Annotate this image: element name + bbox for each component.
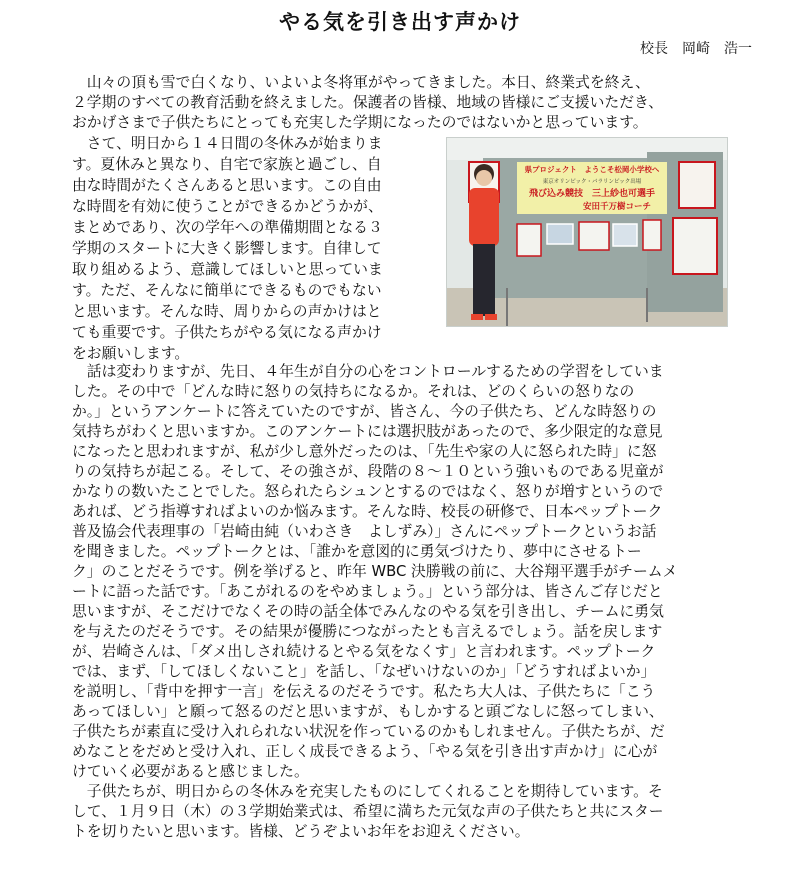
body-line: りの気持ちが起こる。そして、その強さが、段階の８～１０という強いものである児童が: [72, 463, 664, 480]
body-line: した。その中で「どんな時に怒りの気持ちになるか。それは、どのくらいの怒りなの: [72, 383, 635, 400]
body-line: ２学期のすべての教育活動を終えました。保護者の皆様、地域の皆様にご支援いただき、: [72, 94, 663, 111]
poster-photo: [673, 218, 717, 274]
body-line: が、岩崎さんは、「ダメ出しされ続けるとやる気をなくす」と言われます。ペップトーク: [72, 643, 656, 660]
poster-photo: [613, 224, 637, 246]
person-face: [476, 170, 492, 186]
body-line: あれば、どう指導すればよいのか悩みます。そんな時、校長の研修で、日本ペップトーク: [72, 503, 663, 520]
body-line: 思いますが、そこだけでなくその時の話全体でみんなのやる気を引き出し、チームに勇気: [72, 603, 664, 620]
body-line: になったと思われますが、私が少し意外だったのは、「先生や家の人に怒られた時」に怒: [72, 443, 657, 460]
banner-line3: 飛び込み競技 三上紗也可選手: [528, 189, 656, 199]
body-line: ートに語った話です。「あこがれるのをやめましょう。」という部分は、皆さんご存じだと: [72, 583, 663, 600]
event-photo: [446, 137, 728, 327]
body-line: を説明し、「背中を押す一言」を伝えるのだそうです。私たち大人は、子供たちに「こう: [72, 683, 656, 700]
body-line: か。」というアンケートに答えていたのですが、皆さん、今の子供たち、どんな時怒りの: [72, 403, 657, 420]
person-jacket: [469, 188, 499, 246]
body-line: 普及協会代表理事の「岩崎由純（いわさき よしずみ）」さんにペップトークというお話: [72, 523, 657, 540]
body-line: さて、明日から１４日間の冬休みが始まりま: [72, 135, 383, 152]
body-line: 気持ちがわくと思いますか。このアンケートには選択肢があったので、多少限定的な意見: [72, 423, 663, 440]
poster-photo: [517, 224, 541, 256]
body-line: おかげさまで子供たちにとっても充実した学期になったのではないかと思っています。: [72, 114, 648, 131]
body-line: して、１月９日（木）の３学期始業式は、希望に満ちた元気な声の子供たちと共にスター: [72, 803, 664, 820]
body-line: 山々の頂も雪で白くなり、いよいよ冬将軍がやってきました。本日、終業式を終え、: [72, 74, 650, 91]
body-line: ク」のことだそうです。例を挙げると、昨年 WBC 決勝戦の前に、大谷翔平選手がチームメ: [72, 563, 678, 580]
body-line: と思います。そんな時、周りからの声かけはと: [72, 303, 382, 320]
body-line: 子供たちが素直に受け入れられない状況を作っているのかもしれません。子供たちが、だ: [72, 723, 665, 740]
body-line: 由な時間がたくさんあると思います。この自由: [72, 177, 382, 194]
body-line: を与えたのだそうです。その結果が優勝につながったとも言えるでしょう。話を戻します: [72, 623, 663, 640]
poster-photo: [579, 222, 609, 250]
document-author: 校長 岡崎 浩一: [640, 41, 752, 57]
person-shoe: [471, 314, 483, 320]
body-line: を聞きました。ペップトークとは、「誰かを意図的に勇気づけたり、夢中にさせるトー: [72, 543, 642, 560]
person-shoe: [485, 314, 497, 320]
banner-line2: 東京オリンピック・パラリンピック出場: [542, 179, 642, 185]
photo-illustration: [447, 138, 727, 326]
body-line: かなりの数いたことでした。怒られたらシュンとするのではなく、怒りが増すというので: [72, 483, 664, 500]
body-line: す。ただ、そんなに簡単にできるものでもない: [72, 282, 382, 299]
body-line: まとめであり、次の学年への準備期間となる３: [72, 219, 383, 236]
document-title: やる気を引き出す声かけ: [279, 10, 521, 34]
body-line: す。夏休みと異なり、自宅で家族と過ごし、自: [72, 156, 382, 173]
poster-photo: [643, 220, 661, 250]
person-trousers: [473, 244, 495, 316]
body-line: 子供たちが、明日からの冬休みを充実したものにしてくれることを期待しています。そ: [72, 783, 663, 800]
poster-photo: [679, 162, 715, 208]
body-line: 学期のスタートに大きく影響します。自律して: [72, 240, 382, 257]
banner-line4: 安田千万樹コーチ: [582, 202, 652, 212]
body-line: では、まず、「してほしくないこと」を話し、「なぜいけないのか」「どうすればよいか」: [72, 663, 656, 680]
body-line: 話は変わりますが、先日、４年生が自分の心をコントロールするための学習をしていま: [72, 363, 664, 380]
body-line: ても重要です。子供たちがやる気になる声かけ: [72, 324, 382, 341]
body-line: トを切りたいと思います。皆様、どうぞよいお年をお迎えください。: [72, 823, 530, 840]
body-line: めなことをだめと受け入れ、正しく成長できるよう、「やる気を引き出す声かけ」に心が: [72, 743, 658, 760]
poster-photo: [547, 224, 573, 244]
body-line: けていく必要があると感じました。: [72, 763, 309, 780]
banner-line1: 県プロジェクト ようこそ松岡小学校へ: [524, 165, 660, 174]
body-line: 取り組めるよう、意識してほしいと思っていま: [72, 261, 383, 278]
body-line: あってほしい」と願って怒るのだと思いますが、もしかすると頭ごなしに怒ってしまい、: [72, 703, 664, 720]
body-line: な時間を有効に使うことができるかどうかが、: [72, 198, 383, 215]
body-line: をお願いします。: [72, 345, 190, 362]
